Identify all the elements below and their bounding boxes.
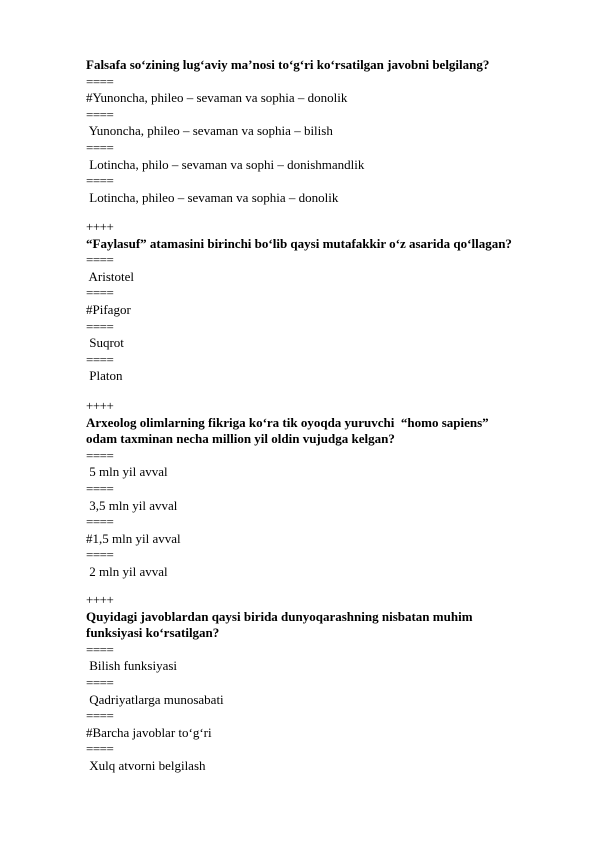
option-separator: ==== xyxy=(86,173,114,189)
answer-option: Lotincha, philo – sevaman va sophi – donishmandlik xyxy=(86,156,365,172)
answer-option: #1,5 mln yil avval xyxy=(86,530,181,546)
answer-option: Lotincha, phileo – sevaman va sophia – donolik xyxy=(86,189,339,205)
answer-option: 2 mln yil avval xyxy=(86,563,168,579)
answer-option: #Yunoncha, phileo – sevaman va sophia – donolik xyxy=(86,90,348,106)
question-block-4 xyxy=(86,592,556,775)
option-separator: ==== xyxy=(86,741,114,757)
option-separator: ==== xyxy=(86,318,114,334)
option-separator: ==== xyxy=(86,547,114,563)
question-text: Arxeolog olimlarning fikriga ko‘ra tik oyoqda yuruvchi “homo sapiens” xyxy=(86,414,489,430)
answer-option: Suqrot xyxy=(86,335,124,351)
question-separator: ++++ xyxy=(86,219,114,234)
answer-option: Platon xyxy=(86,368,123,384)
option-separator: ==== xyxy=(86,514,114,530)
answer-option: #Barcha javoblar to‘g‘ri xyxy=(86,724,212,740)
answer-option: #Pifagor xyxy=(86,301,131,317)
option-separator: ==== xyxy=(86,674,114,690)
question-block-3 xyxy=(86,398,556,581)
question-text: odam taxminan necha million yil oldin vujudga kelgan? xyxy=(86,431,395,447)
answer-option: Yunoncha, phileo – sevaman va sophia – bilish xyxy=(86,123,333,139)
option-separator: ==== xyxy=(86,351,114,367)
question-text: Quyidagi javoblardan qaysi birida dunyoqarashning nisbatan muhim xyxy=(86,608,473,624)
question-separator: ++++ xyxy=(86,592,114,607)
answer-option: Aristotel xyxy=(86,268,135,284)
question-block-1 xyxy=(86,57,556,206)
answer-option: 5 mln yil avval xyxy=(86,464,168,480)
answer-option: Bilish funksiyasi xyxy=(86,658,178,674)
option-separator: ==== xyxy=(86,139,114,155)
answer-option: Xulq atvorni belgilash xyxy=(86,757,206,773)
answer-option: Qadriyatlarga munosabati xyxy=(86,691,224,707)
option-separator: ==== xyxy=(86,73,114,89)
option-separator: ==== xyxy=(86,641,114,657)
option-separator: ==== xyxy=(86,285,114,301)
option-separator: ==== xyxy=(86,447,114,463)
option-separator: ==== xyxy=(86,708,114,724)
option-separator: ==== xyxy=(86,106,114,122)
question-text: Falsafa so‘zining lug‘aviy ma’nosi to‘g‘ri ko‘rsatilgan javobni belgilang? xyxy=(86,57,490,72)
question-separator: ++++ xyxy=(86,398,114,413)
option-separator: ==== xyxy=(86,252,114,268)
question-block-2 xyxy=(86,219,556,385)
question-text: “Faylasuf” atamasini birinchi bo‘lib qaysi mutafakkir o‘z asarida qo‘llagan? xyxy=(86,235,512,251)
option-separator: ==== xyxy=(86,480,114,496)
question-text: funksiyasi ko‘rsatilgan? xyxy=(86,625,220,641)
answer-option: 3,5 mln yil avval xyxy=(86,497,178,513)
